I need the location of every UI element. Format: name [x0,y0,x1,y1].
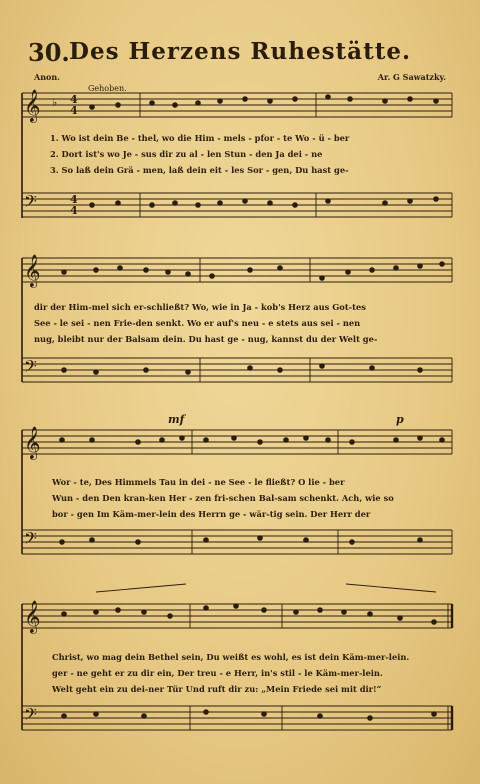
svg-text:𝄞: 𝄞 [24,89,41,122]
lyric-line: ger - ne geht er zu dir ein, Der treu - e Herr, in's stil - le Käm-mer-lein. [52,668,383,678]
svg-text:𝄞: 𝄞 [24,254,41,287]
svg-text:𝄢: 𝄢 [24,356,37,380]
lyric-line: dir der Him-mel sich er-schließt? Wo, wie in Ja - kob's Herz aus Got-tes [34,302,366,312]
svg-text:𝄞: 𝄞 [24,600,41,633]
lyric-line: 2. Dort ist's wo Je - sus dir zu al - len Stun - den Ja dei - ne [50,149,323,159]
svg-text:4: 4 [70,193,78,206]
tempo-marking: Gehoben. [88,84,127,93]
lyric-line: 1. Wo ist dein Be - thel, wo die Him - mels - pfor - te Wo - ü - ber [50,133,350,143]
dynamic-mf: mf [168,413,185,426]
svg-text:𝄢: 𝄢 [24,528,37,552]
lyric-line: bor - gen Im Käm-mer-lein des Herrn ge - wär-tig sein. Der Herr der [52,509,371,519]
lyric-line: Christ, wo mag dein Bethel sein, Du weißt es wohl, es ist dein Käm-mer-lein. [52,652,410,662]
hymn-number: 30. [28,38,70,67]
lyric-line: nug, bleibt nur der Balsam dein. Du hast ge - nug, kannst du der Welt ge- [34,334,378,344]
lyric-line: 3. So laß dein Grä - men, laß dein eit - les Sor - gen, Du hast ge- [50,165,349,175]
hymn-title: Des Herzens Ruhestätte. [69,38,411,65]
svg-text:♭: ♭ [52,96,58,109]
lyricist-credit: Anon. [34,72,60,82]
lyric-line: Wor - te, Des Himmels Tau in dei - ne See - le fließt? O lie - ber [52,477,345,487]
lyric-line: See - le sei - nen Frie-den senkt. Wo er auf's neu - e stets aus sei - nen [34,318,361,328]
svg-text:4: 4 [70,93,78,106]
lyric-line: Wun - den Den kran-ken Her - zen fri-schen Bal-sam schenkt. Ach, wie so [52,493,394,503]
lyric-line: Welt geht ein zu dei-ner Tür Und ruft dir zu: „Mein Friede sei mit dir!“ [52,684,382,694]
dynamic-p: p [396,413,404,426]
svg-text:4: 4 [70,204,78,217]
svg-text:𝄞: 𝄞 [24,426,41,459]
svg-text:𝄢: 𝄢 [24,191,37,215]
composer-credit: Ar. G Sawatzky. [377,72,446,82]
svg-text:4: 4 [70,104,78,117]
svg-text:𝄢: 𝄢 [24,704,37,728]
